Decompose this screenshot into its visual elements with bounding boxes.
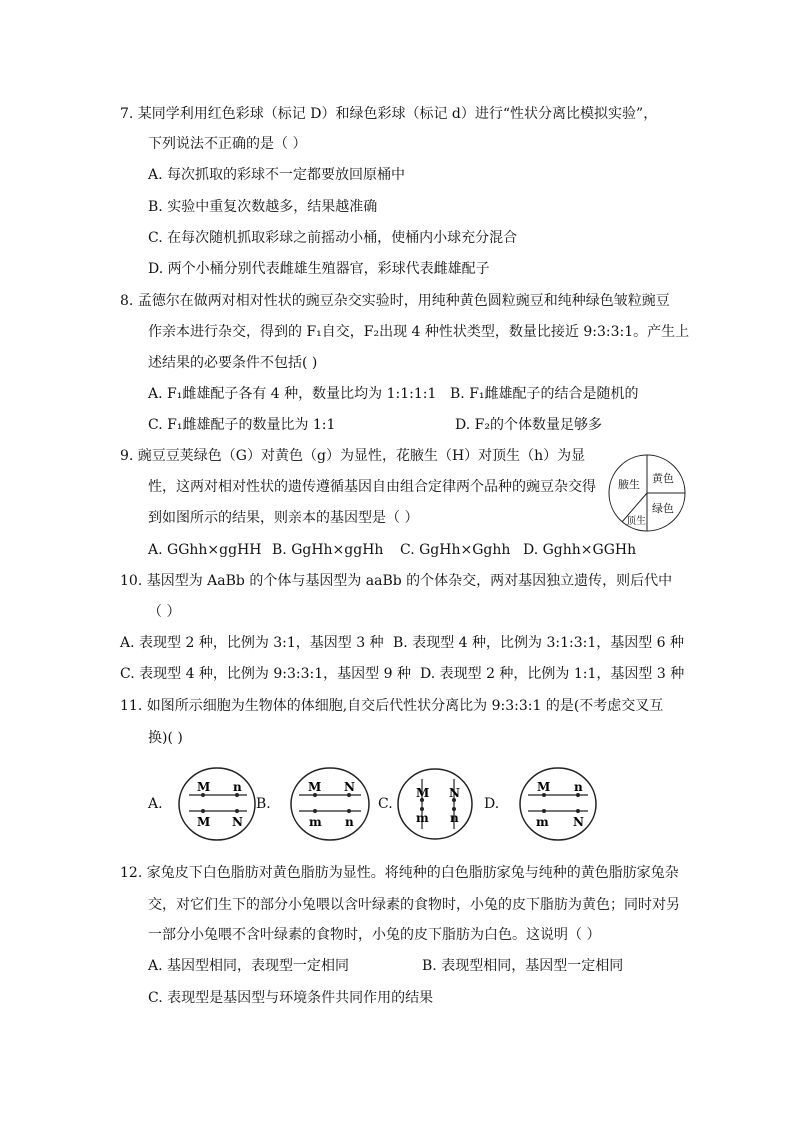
pie-label-green: 绿色 (652, 502, 674, 515)
q11-label-a: A. (148, 796, 163, 812)
allele-bottom-left: m (536, 815, 549, 829)
q11-cell-d (518, 766, 598, 842)
q8-stem-line3: 述结果的必要条件不包括( ) (148, 355, 318, 371)
allele-bottom-right: n (450, 811, 459, 825)
q11-label-b: B. (256, 796, 271, 812)
allele-bottom-right: N (573, 815, 584, 829)
q10-stem-line2: （ ） (148, 604, 181, 620)
q8-stem-line2: 作亲本进行杂交，得到的 F₁自交，F₂出现 4 种性状类型，数量比接近 9:3:3:1。产生上 (148, 324, 690, 340)
q10-option-a: A. 表现型 2 种，比例为 3:1，基因型 3 种 (120, 635, 384, 651)
allele-top-left: M (537, 780, 551, 794)
q8-option-a: A. F₁雌雄配子各有 4 种，数量比均为 1:1:1:1 (148, 386, 437, 402)
q9-option-a: A. GGhh×ggHH (148, 542, 262, 558)
q11-stem-line2: 换)( ) (148, 730, 183, 746)
allele-top-left: M (308, 780, 322, 794)
q11-label-d: D. (484, 796, 500, 812)
q9-option-d: D. Gghh×GGHh (523, 542, 637, 558)
q12-option-c: C. 表现型是基因型与环境条件共同作用的结果 (148, 990, 434, 1006)
q12-stem-line2: 交，对它们生下的部分小兔喂以含叶绿素的食物时，小兔的皮下脂肪为黄色；同时对另 (148, 897, 680, 913)
allele-bottom-left: m (416, 811, 429, 825)
allele-top-right: n (233, 780, 242, 794)
allele-top-right: N (344, 780, 355, 794)
allele-top-left: M (416, 786, 430, 800)
q11-label-c: C. (378, 796, 393, 812)
q7-stem-line2: 下列说法不正确的是（ ） (148, 136, 307, 152)
allele-top-left: M (197, 780, 211, 794)
q10-option-c: C. 表现型 4 种，比例为 9:3:3:1，基因型 9 种 (120, 666, 411, 682)
q12-stem-line3: 一部分小兔喂不含叶绿素的食物时，小兔的皮下脂肪为白色。这说明（ ） (148, 927, 601, 943)
q12-option-b: B. 表现型相同，基因型一定相同 (422, 958, 624, 974)
q10-stem-line1: 10. 基因型为 AaBb 的个体与基因型为 aaBb 的个体杂交，两对基因独立遗传，则后代中 (120, 573, 673, 589)
q9-option-c: C. GgHh×Gghh (400, 542, 511, 558)
q7-option-b: B. 实验中重复次数越多，结果越准确 (148, 199, 378, 215)
allele-bottom-left: M (197, 815, 211, 829)
q8-option-c: C. F₁雌雄配子的数量比为 1:1 (148, 417, 336, 433)
q7-option-c: C. 在每次随机抓取彩球之前摇动小桶，使桶内小球充分混合 (148, 230, 518, 246)
q12-stem-line1: 12. 家兔皮下白色脂肪对黄色脂肪为显性。将纯种的白色脂肪家兔与纯种的黄色脂肪家兔杂 (120, 865, 679, 881)
q11-cell-c (396, 767, 474, 841)
q7-option-a: A. 每次抓取的彩球不一定都要放回原桶中 (148, 167, 406, 183)
q11-stem-line1: 11. 如图所示细胞为生物体的体细胞,自交后代性状分离比为 9:3:3:1 的是(不考虑交叉互 (120, 698, 664, 714)
allele-top-right: N (449, 786, 460, 800)
q9-stem-line1: 9. 豌豆豆荚绿色（G）对黄色（g）为显性，花腋生（H）对顶生（h）为显 (120, 448, 586, 464)
allele-bottom-left: m (309, 815, 322, 829)
allele-bottom-right: N (232, 815, 243, 829)
pie-label-axillary: 腋生 (618, 478, 640, 491)
q10-option-d: D. 表现型 2 种，比例为 1:1，基因型 3 种 (420, 666, 685, 682)
q8-stem-line1: 8. 孟德尔在做两对相对性状的豌豆杂交实验时，用纯种黄色圆粒豌豆和纯种绿色皱粒豌豆 (120, 293, 670, 309)
q11-cell-a (177, 766, 257, 842)
q9-stem-line2: 性，这两对相对性状的遗传遵循基因自由组合定律两个品种的豌豆杂交得 (148, 479, 596, 495)
q9-pie-figure (606, 452, 688, 534)
allele-top-right: n (574, 780, 583, 794)
q8-option-d: D. F₂的个体数量足够多 (455, 417, 602, 433)
pie-label-yellow: 黄色 (652, 472, 674, 485)
q7-stem-line1: 7. 某同学利用红色彩球（标记 D）和绿色彩球（标记 d）进行“性状分离比模拟实验”， (120, 106, 658, 122)
q10-option-b: B. 表现型 4 种，比例为 3:1:3:1，基因型 6 种 (393, 635, 685, 651)
q9-stem-line3: 到如图所示的结果，则亲本的基因型是（ ） (148, 510, 419, 526)
q11-cell-b (289, 766, 371, 842)
allele-bottom-right: n (345, 815, 354, 829)
q9-option-b: B. GgHh×ggHh (272, 542, 384, 558)
pie-label-terminal: 顶生 (626, 516, 646, 527)
q8-option-b: B. F₁雌雄配子的结合是随机的 (450, 386, 639, 402)
q12-option-a: A. 基因型相同，表现型一定相同 (148, 958, 350, 974)
q7-option-d: D. 两个小桶分别代表雌雄生殖器官，彩球代表雌雄配子 (148, 261, 490, 277)
